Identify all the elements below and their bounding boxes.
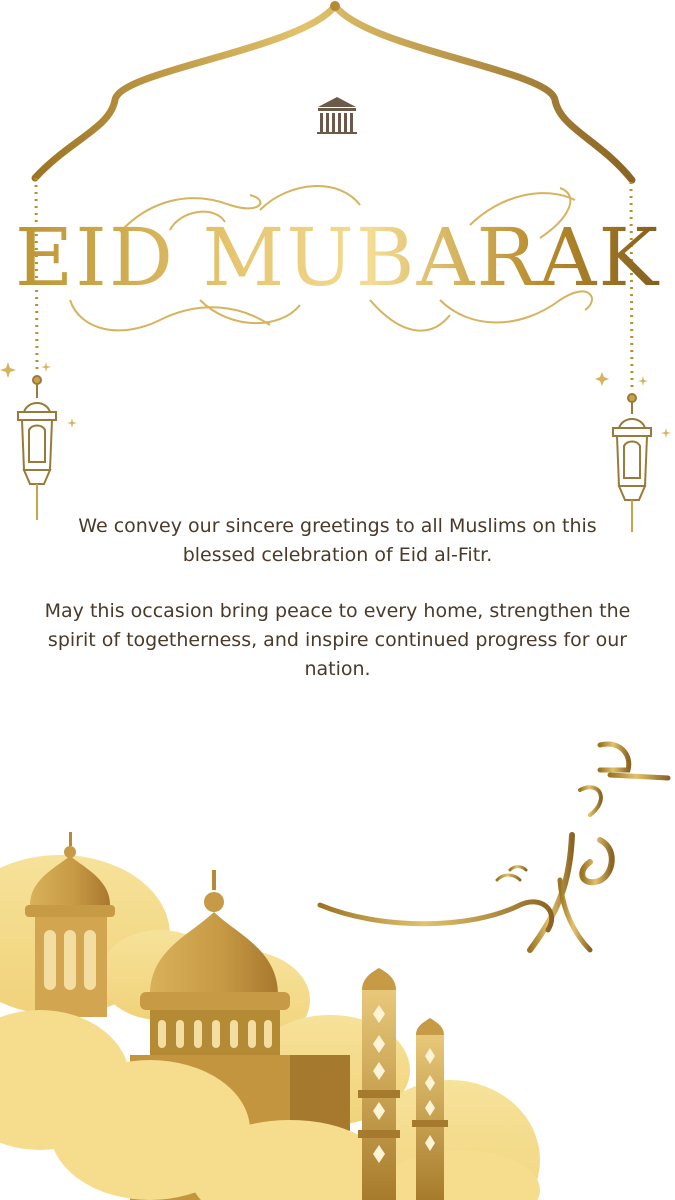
minaret <box>358 968 400 1200</box>
mosque-silhouette <box>25 808 115 1017</box>
eid-mubarak-calligraphy <box>320 688 668 950</box>
page-title: EID MUBARAK <box>0 218 675 298</box>
arch-finial <box>330 1 340 11</box>
greeting-text: We convey our sincere greetings to all Muslims on this blessed celebration of Eid al-Fitr. <box>78 515 597 566</box>
wish-text: May this occasion bring peace to every home, strengthen the spirit of togetherness, and inspire continued progress for our nation. <box>44 600 631 680</box>
sparkle-icon <box>0 362 671 438</box>
arch-frame <box>35 6 632 180</box>
institution-building-icon <box>317 97 357 134</box>
minaret <box>412 1018 448 1200</box>
hanging-lantern-icon <box>18 376 56 520</box>
